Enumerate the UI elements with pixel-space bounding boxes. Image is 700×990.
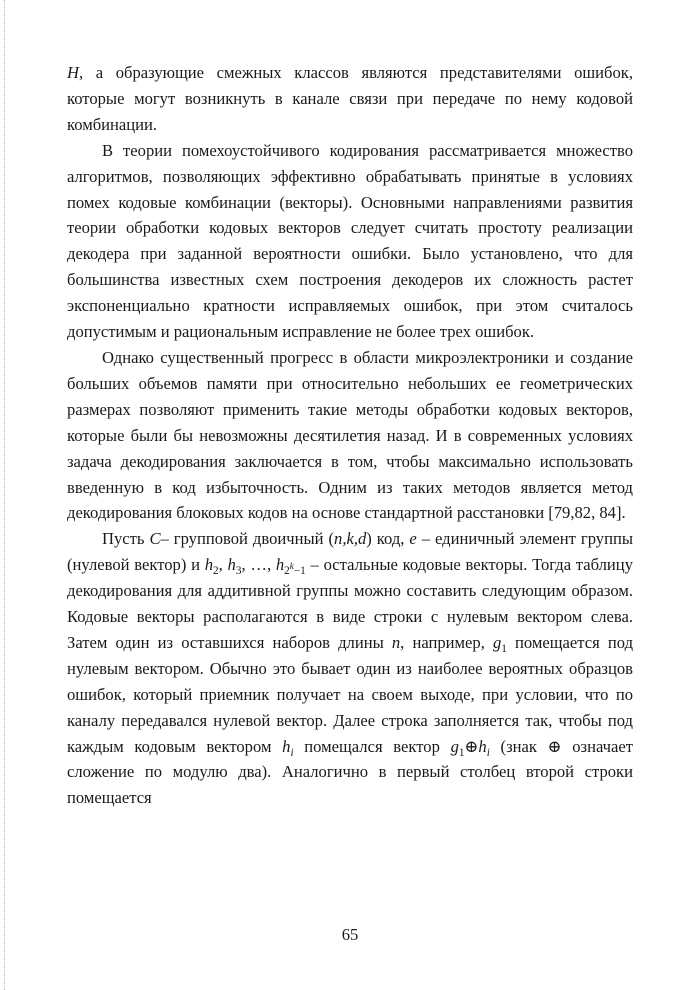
- paragraph-3: Однако существенный прогресс в области микроэлектроники и создание больших объемов памяти при относительно небольших ее геометрических размерах позволяют применить такие методы обработки кодовых векторов, которые были бы невозможны десятилетия назад. И в современных условиях задача декодирования заключается в том, чтобы максимально использовать введенную в код избыточность. Одним из таких методов является метод декодирования блоковых кодов на основе стандартной расстановки [79,82, 84].: [67, 347, 633, 523]
- page-number: 65: [341, 925, 359, 944]
- paragraph-2: В теории помехоустойчивого кодирования рассматривается множество алгоритмов, позволяющих эффективно обрабатывать принятые в условиях помех кодовые комбинации (векторы). Основными направлениями развития теории обработки кодовых векторов следует считать простоту реализации декодера при заданной вероятности ошибки. Было установлено, что для большинства известных схем построения декодеров их сложность растет экспоненциально кратности исправляемых ошибок, при этом считалось допустимым и рациональным исправление не более трех ошибок.: [67, 140, 633, 342]
- paragraph-1: H, а образующие смежных классов являются представителями ошибок, которые могут возникнуть в канале связи при передаче по нему кодовой комбинации.: [67, 63, 633, 134]
- page-left-edge: [4, 0, 5, 990]
- document-page: [67, 60, 633, 811]
- paragraph-4: Пусть C– групповой двоичный (n,k,d) код, e – единичный элемент группы (нулевой вектор) и $h_2$, $h_3$, …, $h_{2^k-1}$ – остальные кодовые векторы. Тогда таблицу декодирования для аддитивной группы можно составить следующим образом. Кодовые векторы располагаются в виде строки с нулевым вектором слева. Затем один из оставшихся наборов длины n, например, $g_1$ помещается под нулевым вектором. Обычно это бывает один из наиболее вероятных образцов ошибок, который приемник получает на своем выходе, при условии, что по каналу передавался нулевой вектор. Далее строка заполняется так, чтобы под каждым кодовым вектором $h_i$ помещался вектор $g_1\oplus h_i$ (знак ⊕ означает сложение по модулю два). Аналогично в первый столбец второй строки помещается: [67, 529, 634, 808]
